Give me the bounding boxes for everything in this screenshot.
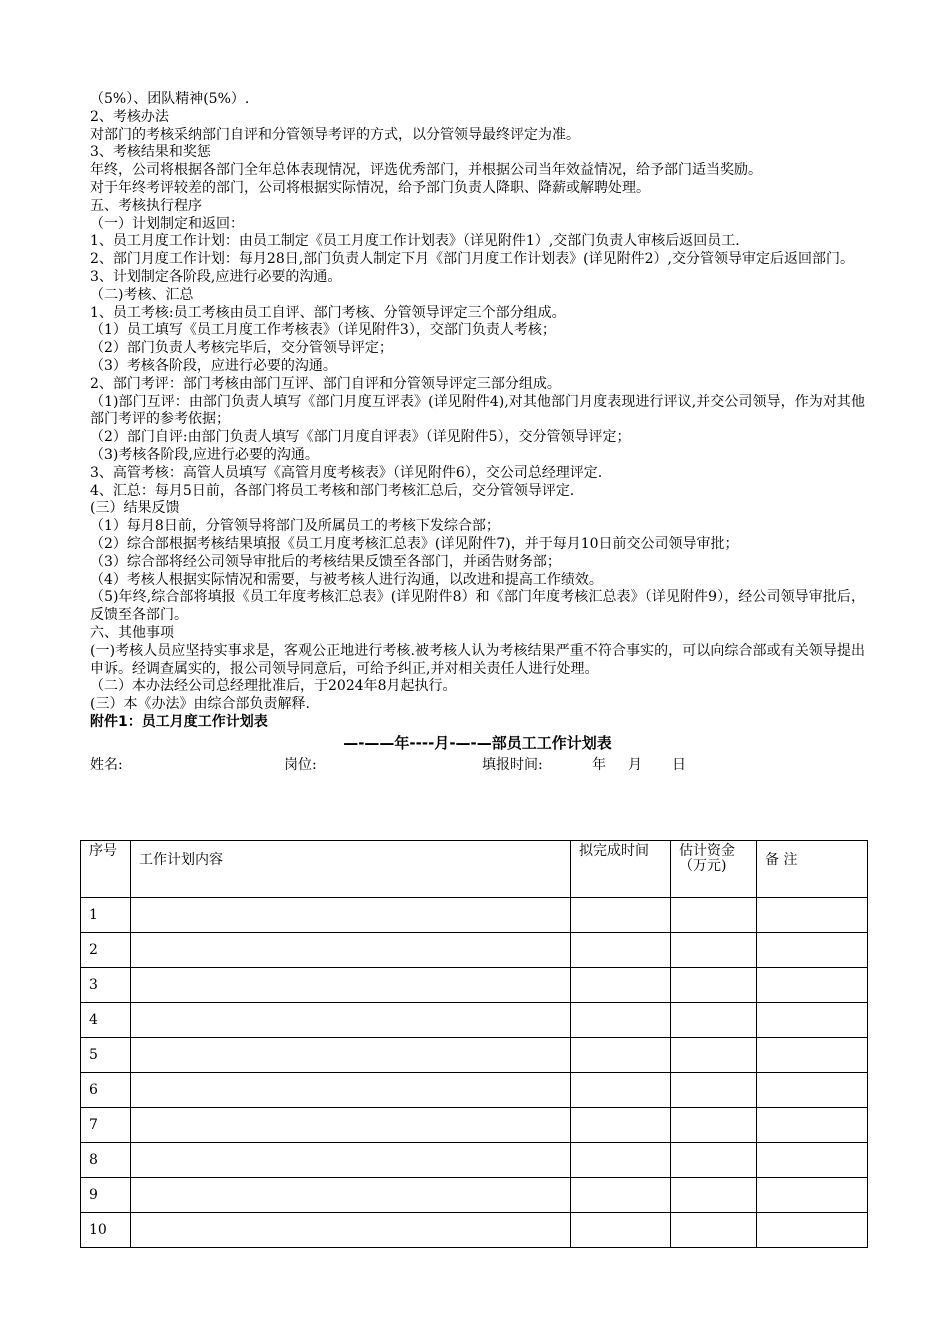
time-cell[interactable] bbox=[571, 1143, 671, 1178]
funds-cell[interactable] bbox=[671, 933, 757, 968]
text-line: （1）每月8日前，分管领导将部门及所属员工的考核下发综合部； bbox=[90, 518, 500, 535]
month-label: 月 bbox=[628, 756, 642, 773]
text-line: （2）部门自评:由部门负责人填写《部门月度自评表》（详见附件5），交分管领导评定； bbox=[90, 429, 631, 446]
day-label: 日 bbox=[672, 756, 686, 773]
row-number: 10 bbox=[81, 1213, 131, 1248]
header-estimated-funds: 估计资金（万元) bbox=[671, 841, 757, 898]
remarks-cell[interactable] bbox=[757, 933, 868, 968]
row-number: 7 bbox=[81, 1108, 131, 1143]
text-line: 对部门的考核采纳部门自评和分管领导考评的方式，以分管领导最终评定为准。 bbox=[90, 126, 580, 143]
text-line: 3、高管考核：高管人员填写《高管月度考核表》（详见附件6），交公司总经理评定. bbox=[90, 464, 603, 481]
text-line: （3)考核各阶段,应进行必要的沟通。 bbox=[90, 446, 319, 463]
text-line: 对于年终考评较差的部门，公司将根据实际情况，给予部门负责人降职、降薪或解聘处理。 bbox=[90, 179, 650, 196]
text-line: 1、员工考核:员工考核由员工自评、部门考核、分管领导评定三个部分组成。 bbox=[90, 304, 566, 321]
table-row bbox=[81, 1073, 868, 1108]
row-number: 1 bbox=[81, 898, 131, 933]
remarks-cell[interactable] bbox=[757, 1038, 868, 1073]
text-line: （二）本办法经公司总经理批准后，于2024年8月起执行。 bbox=[90, 678, 457, 695]
remarks-cell[interactable] bbox=[757, 968, 868, 1003]
name-label: 姓名: bbox=[90, 756, 123, 773]
remarks-cell[interactable] bbox=[757, 1178, 868, 1213]
header-content: 工作计划内容 bbox=[131, 841, 571, 898]
header-completion-time: 拟完成时间 bbox=[571, 841, 671, 898]
date-label: 填报时间: bbox=[482, 756, 543, 773]
funds-cell[interactable] bbox=[671, 1073, 757, 1108]
content-cell[interactable] bbox=[131, 1178, 571, 1213]
time-cell[interactable] bbox=[571, 1003, 671, 1038]
form-title: —-——年----月-—-—部员工工作计划表 bbox=[343, 733, 612, 752]
section-heading: 2、考核办法 bbox=[90, 108, 169, 125]
text-paragraph: （1)部门互评：由部门负责人填写《部门月度互评表》(详见附件4),对其他部门月度表现进行评议,并交公司领导，作为对其他部门考评的参考依据； bbox=[90, 393, 865, 428]
document-body bbox=[90, 91, 865, 732]
table-row bbox=[81, 1213, 868, 1248]
row-number: 2 bbox=[81, 933, 131, 968]
row-number: 5 bbox=[81, 1038, 131, 1073]
subsection-heading: （一）计划制定和返回： bbox=[90, 215, 244, 232]
table-row bbox=[81, 1178, 868, 1213]
time-cell[interactable] bbox=[571, 1108, 671, 1143]
document-page bbox=[90, 91, 865, 775]
work-plan-table bbox=[80, 840, 868, 1248]
text-paragraph: 2、部门月度工作计划：每月28日,部门负责人制定下月《部门月度工作计划表》(详见附件2）,交分管领导审定后返回部门。 bbox=[90, 251, 854, 268]
subsection-heading: （二)考核、汇总 bbox=[90, 286, 194, 303]
funds-cell[interactable] bbox=[671, 1038, 757, 1073]
remarks-cell[interactable] bbox=[757, 1143, 868, 1178]
content-cell[interactable] bbox=[131, 968, 571, 1003]
content-cell[interactable] bbox=[131, 1143, 571, 1178]
form-meta-row bbox=[90, 755, 865, 775]
text-line: （3）综合部将经公司领导审批后的考核结果反馈至各部门，并函告财务部； bbox=[90, 553, 561, 570]
row-number: 4 bbox=[81, 1003, 131, 1038]
funds-cell[interactable] bbox=[671, 968, 757, 1003]
text-line: （3）考核各阶段，应进行必要的沟通。 bbox=[90, 357, 337, 374]
table-row bbox=[81, 1143, 868, 1178]
remarks-cell[interactable] bbox=[757, 1003, 868, 1038]
section-heading: 五、考核执行程序 bbox=[90, 197, 202, 214]
funds-cell[interactable] bbox=[671, 1003, 757, 1038]
row-number: 3 bbox=[81, 968, 131, 1003]
funds-cell[interactable] bbox=[671, 1178, 757, 1213]
subsection-heading: (三）结果反馈 bbox=[90, 500, 180, 517]
text-line: （5%）、团队精神(5%）. bbox=[90, 91, 250, 107]
header-remarks: 备 注 bbox=[757, 841, 868, 898]
funds-cell[interactable] bbox=[671, 1143, 757, 1178]
time-cell[interactable] bbox=[571, 968, 671, 1003]
time-cell[interactable] bbox=[571, 933, 671, 968]
text-paragraph: （5)年终,综合部将填报《员工年度考核汇总表》(详见附件8）和《部门年度考核汇总表》（详见附件9），经公司领导审批后，反馈至各部门。 bbox=[90, 589, 865, 624]
row-number: 6 bbox=[81, 1073, 131, 1108]
content-cell[interactable] bbox=[131, 1213, 571, 1248]
table-row bbox=[81, 1038, 868, 1073]
section-heading: 六、其他事项 bbox=[90, 624, 174, 641]
remarks-cell[interactable] bbox=[757, 1108, 868, 1143]
row-number: 8 bbox=[81, 1143, 131, 1178]
funds-cell[interactable] bbox=[671, 1108, 757, 1143]
content-cell[interactable] bbox=[131, 1073, 571, 1108]
time-cell[interactable] bbox=[571, 1213, 671, 1248]
text-line: 2、部门考评：部门考核由部门互评、部门自评和分管领导评定三部分组成。 bbox=[90, 375, 561, 392]
text-line: （2）综合部根据考核结果填报《员工月度考核汇总表》(详见附件7)，并于每月10日前交公司领导审批； bbox=[90, 535, 739, 552]
content-cell[interactable] bbox=[131, 1108, 571, 1143]
table-row bbox=[81, 933, 868, 968]
text-line: （2）部门负责人考核完毕后，交分管领导评定； bbox=[90, 340, 393, 357]
content-cell[interactable] bbox=[131, 933, 571, 968]
header-seq: 序号 bbox=[81, 841, 131, 898]
funds-cell[interactable] bbox=[671, 898, 757, 933]
text-paragraph: 年终，公司将根据各部门全年总体表现情况，评选优秀部门，并根据公司当年效益情况，给予部门适当奖励。 bbox=[90, 162, 762, 179]
table-row bbox=[81, 898, 868, 933]
attachment-label: 附件1：员工月度工作计划表 bbox=[90, 713, 268, 730]
year-label: 年 bbox=[592, 756, 606, 773]
section-heading: 3、考核结果和奖惩 bbox=[90, 144, 211, 161]
table-row bbox=[81, 1003, 868, 1038]
remarks-cell[interactable] bbox=[757, 1073, 868, 1108]
text-line: （1）员工填写《员工月度工作考核表》（详见附件3），交部门负责人考核； bbox=[90, 322, 556, 339]
text-line: (三）本《办法》由综合部负责解释. bbox=[90, 696, 310, 713]
time-cell[interactable] bbox=[571, 1178, 671, 1213]
row-number: 9 bbox=[81, 1178, 131, 1213]
time-cell[interactable] bbox=[571, 1073, 671, 1108]
position-label: 岗位: bbox=[284, 756, 317, 773]
content-cell[interactable] bbox=[131, 1003, 571, 1038]
content-cell[interactable] bbox=[131, 1038, 571, 1073]
text-line: 3、计划制定各阶段,应进行必要的沟通。 bbox=[90, 268, 342, 285]
table-row bbox=[81, 968, 868, 1003]
remarks-cell[interactable] bbox=[757, 898, 868, 933]
text-paragraph: 1、员工月度工作计划：由员工制定《员工月度工作计划表》（详见附件1）,交部门负责人审核后返回员工. bbox=[90, 233, 740, 250]
time-cell[interactable] bbox=[571, 898, 671, 933]
time-cell[interactable] bbox=[571, 1038, 671, 1073]
content-cell[interactable] bbox=[131, 898, 571, 933]
text-line: 4、汇总：每月5日前，各部门将员工考核和部门考核汇总后，交分管领导评定. bbox=[90, 482, 575, 499]
funds-cell[interactable] bbox=[671, 1213, 757, 1248]
table-header-row bbox=[81, 841, 868, 898]
text-line: （4）考核人根据实际情况和需要，与被考核人进行沟通，以改进和提高工作绩效。 bbox=[90, 571, 603, 588]
text-paragraph: (一)考核人员应坚持实事求是，客观公正地进行考核.被考核人认为考核结果严重不符合事实的，可以向综合部或有关领导提出申诉。经调查属实的，报公司领导同意后，可给予纠正,并对相关责任人进行处理。 bbox=[90, 642, 865, 677]
table-row bbox=[81, 1108, 868, 1143]
remarks-cell[interactable] bbox=[757, 1213, 868, 1248]
